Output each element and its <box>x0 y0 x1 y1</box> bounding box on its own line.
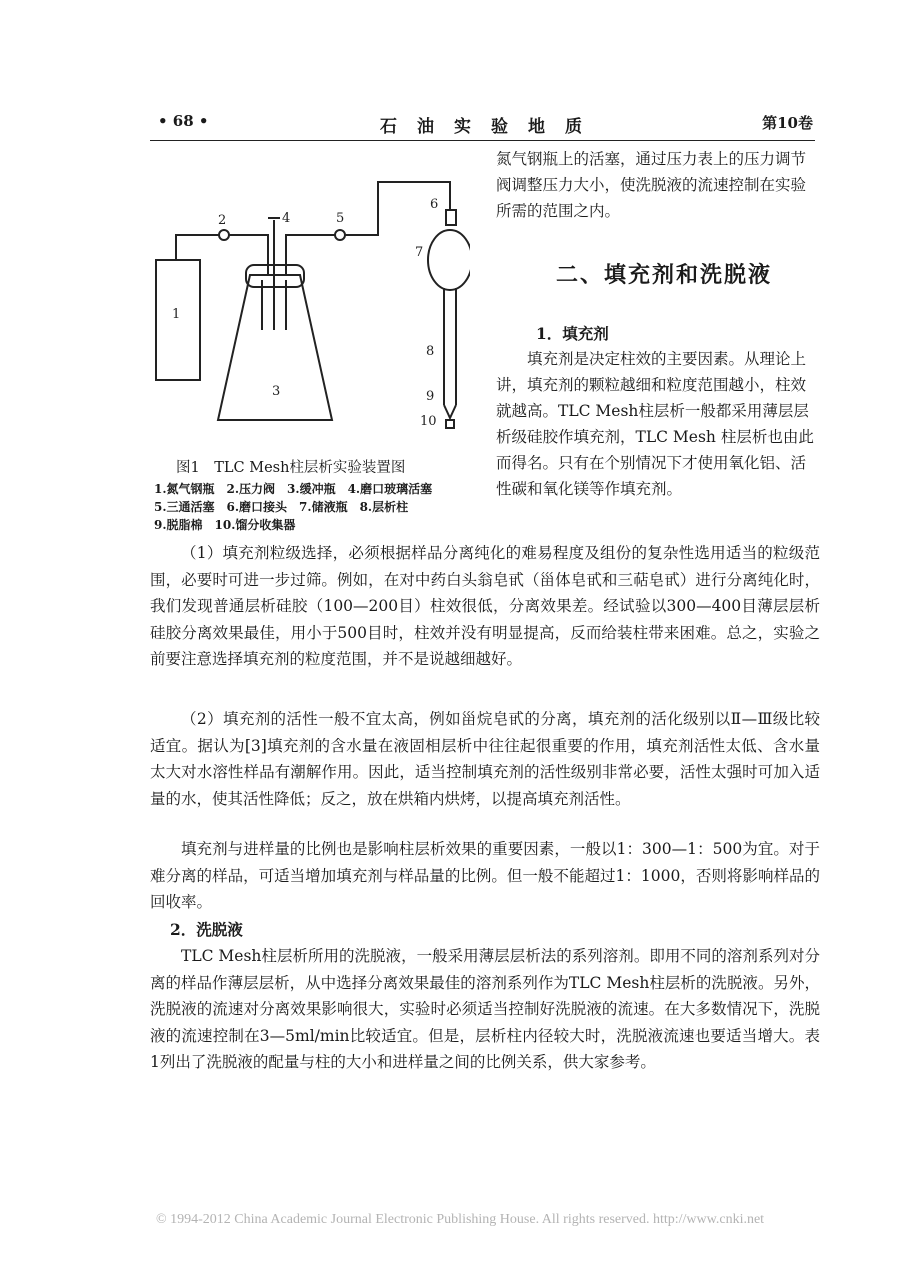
subsection-title-filler: 1．填充剂 <box>536 324 609 343</box>
chromatography-column <box>444 288 456 418</box>
header-rule <box>150 140 815 141</box>
gas-line-2 <box>229 235 268 275</box>
label-10: 10 <box>420 414 437 429</box>
gas-line-3 <box>286 235 335 275</box>
label-4: 4 <box>282 211 291 226</box>
paragraph-ratio <box>150 836 820 916</box>
paragraph-text: （2）填充剂的活性一般不宜太高，例如甾烷皂甙的分离，填充剂的活化级别以Ⅱ—Ⅲ级比较适宜。据认为[3]填充剂的含水量在液固相层析中往往起很重要的作用，填充剂活性太低、含水量太大对水溶性样品有潮解作用。因此，适当控制填充剂的活性级别非常必要，活性太强时可加入适量的水，使其活性降低；反之，放在烘箱内烘烤，以提高填充剂活性。 <box>150 710 820 808</box>
ground-joint <box>446 210 456 225</box>
running-header <box>150 108 815 138</box>
label-8: 8 <box>426 344 435 359</box>
figure-legend-line: 9.脱脂棉 10.馏分收集器 <box>154 518 296 532</box>
paragraph-activity <box>150 706 820 812</box>
journal-title: 石油实验地质 <box>380 117 602 137</box>
figure-legend-line: 5.三通活塞 6.磨口接头 7.储液瓶 8.层析柱 <box>154 500 409 514</box>
gas-line-1 <box>176 235 220 260</box>
page-number: • 68 • <box>158 112 209 130</box>
copyright-footer: © 1994-2012 China Academic Journal Electronic Publishing House. All rights reserved. http://www.cnki.net <box>155 1212 765 1227</box>
collector <box>446 420 454 428</box>
paragraph-grain-size <box>150 540 820 673</box>
paragraph-text: 填充剂与进样量的比例也是影响柱层析效果的重要因素，一般以1：300—1：500为宜。对于难分离的样品，可适当增加填充剂与样品量的比例。但一般不能超过1：1000，否则将影响样品的回收率。 <box>150 840 820 911</box>
filler-paragraph <box>496 346 818 502</box>
label-6: 6 <box>430 197 439 212</box>
label-3: 3 <box>272 384 281 399</box>
section-title: 二、填充剂和洗脱液 <box>556 262 773 288</box>
label-7: 7 <box>415 245 424 260</box>
label-1: 1 <box>172 307 181 322</box>
paragraph-eluent <box>150 943 820 1076</box>
three-way-valve <box>335 230 345 240</box>
label-9: 9 <box>426 389 435 404</box>
label-5: 5 <box>336 211 345 226</box>
label-2: 2 <box>218 213 227 228</box>
reservoir <box>428 230 470 290</box>
volume-label: 第10卷 <box>762 114 813 132</box>
pressure-valve <box>219 230 229 240</box>
paragraph-text: TLC Mesh柱层析所用的洗脱液，一般采用薄层层析法的系列溶剂。即用不同的溶剂系列对分离的样品作薄层层析，从中选择分离效果最佳的溶剂系列作为TLC Mesh柱层析的洗脱液。另外，洗脱液的流速对分离效果影响很大，实验时必须适当控制好洗脱液的流速。在大多数情况下，洗脱液的流速控制在3—5ml/min比较适宜。但是，层析柱内径较大时，洗脱液流速也要适当增大。表1列出了洗脱液的配量与柱的大小和进样量之间的比例关系，供大家参考。 <box>150 947 820 1071</box>
intro-paragraph <box>496 146 818 224</box>
subsection-title-eluent: 2．洗脱液 <box>170 920 243 939</box>
figure-legend-line: 1.氮气钢瓶 2.压力阀 3.缓冲瓶 4.磨口玻璃活塞 <box>154 482 433 496</box>
figure-caption: 图1 TLC Mesh柱层析实验装置图 <box>176 460 406 476</box>
filler-text: 填充剂是决定柱效的主要因素。从理论上讲，填充剂的颗粒越细和粒度范围越小，柱效就越高。TLC Mesh柱层析一般都采用薄层层析级硅胶作填充剂，TLC Mesh 柱层析也由此而得名。只有在个别情况下才使用氧化铝、活性碳和氧化镁等作填充剂。 <box>496 350 814 498</box>
apparatus-diagram <box>150 180 470 440</box>
intro-text: 氮气钢瓶上的活塞，通过压力表上的压力调节阀调整压力大小，使洗脱液的流速控制在实验所需的范围之内。 <box>496 150 807 220</box>
paragraph-text: （1）填充剂粒级选择，必须根据样品分离纯化的难易程度及组份的复杂性选用适当的粒级范围，必要时可进一步过筛。例如，在对中药白头翁皂甙（甾体皂甙和三萜皂甙）进行分离纯化时，我们发现普通层析硅胶（100—200目）柱效很低，分离效果差。经试验以300—400目薄层层析硅胶分离效果最佳，用小于500目时，柱效并没有明显提高，反而给装柱带来困难。总之，实验之前要注意选择填充剂的粒度范围，并不是说越细越好。 <box>150 544 820 668</box>
